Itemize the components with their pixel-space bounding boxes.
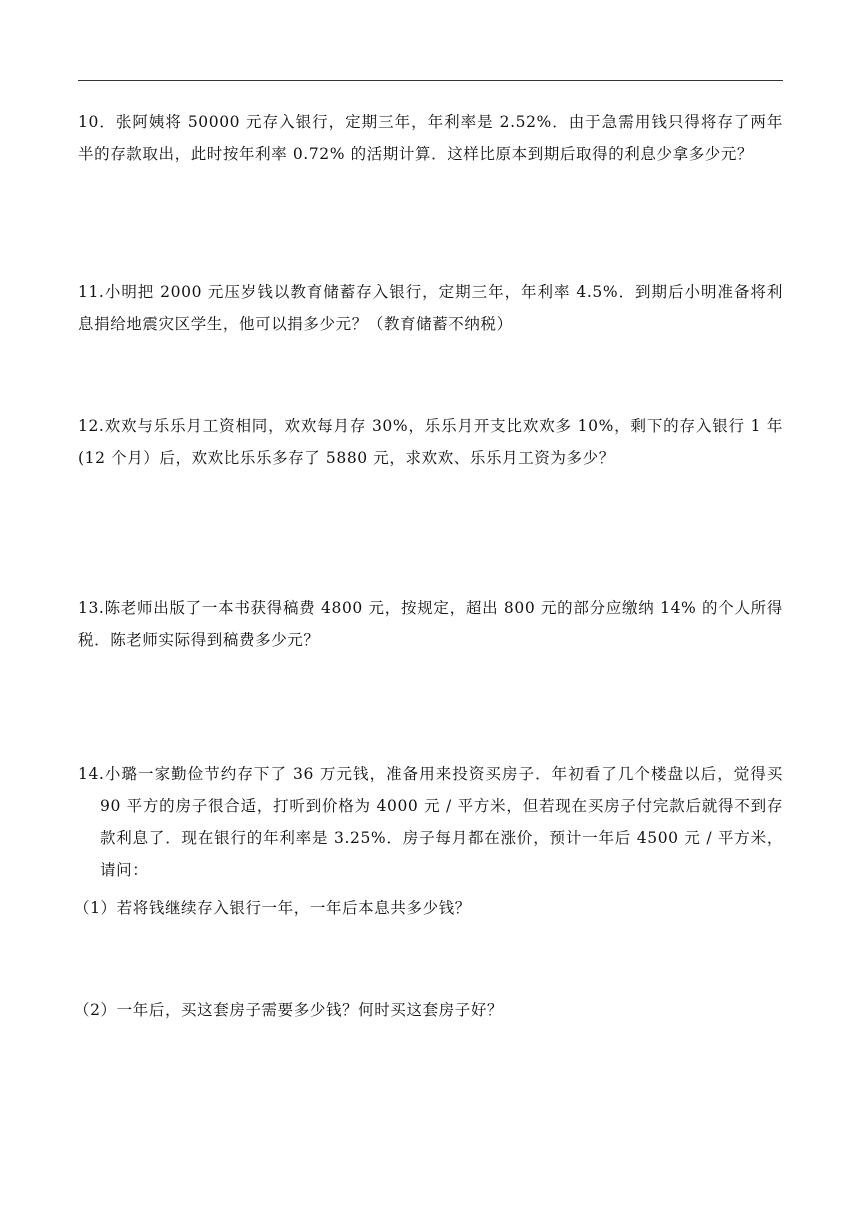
problem-10-number: 10． — [78, 113, 116, 131]
problem-14-text — [78, 758, 783, 886]
problem-14 — [78, 758, 783, 886]
problem-14-subquestion-2: （2）一年后，买这套房子需要多少钱？何时买这套房子好？ — [74, 1001, 504, 1019]
problem-13-number: 13. — [78, 599, 105, 617]
problem-12-text — [78, 410, 783, 474]
problem-12-body: 欢欢与乐乐月工资相同，欢欢每月存 30%，乐乐月开支比欢欢多 10%，剩下的存入银行 1 年(12 个月）后，欢欢比乐乐多存了 5880 元，求欢欢、乐乐月工资为多少？ — [78, 417, 783, 467]
header-divider — [78, 80, 783, 81]
problem-14-body: 小璐一家勤俭节约存下了 36 万元钱，准备用来投资买房子．年初看了几个楼盘以后，觉得买 90 平方的房子很合适，打听到价格为 4000 元 / 平方米，但若现在买房子付完款后就得不到存款利息了．现在银行的年利率是 3.25%．房子每月都在涨价，预计一年后 4500 元 / 平方米，请问： — [100, 765, 783, 879]
problem-14-number: 14. — [78, 765, 105, 783]
problem-13-text — [78, 592, 783, 656]
problem-14-subquestion-1: （1）若将钱继续存入银行一年，一年后本息共多少钱？ — [74, 899, 471, 917]
problem-11-body: 小明把 2000 元压岁钱以教育储蓄存入银行，定期三年，年利率 4.5%．到期后小明准备将利息捐给地震灾区学生，他可以捐多少元？（教育储蓄不纳税） — [78, 283, 783, 333]
problem-13 — [78, 592, 783, 656]
problem-13-body: 陈老师出版了一本书获得稿费 4800 元，按规定，超出 800 元的部分应缴纳 14% 的个人所得税．陈老师实际得到稿费多少元？ — [78, 599, 783, 649]
problem-10-body: 张阿姨将 50000 元存入银行，定期三年，年利率是 2.52%．由于急需用钱只得将存了两年半的存款取出，此时按年利率 0.72% 的活期计算．这样比原本到期后取得的利息少拿多少元？ — [78, 113, 783, 163]
problem-10 — [78, 106, 783, 170]
problem-11-number: 11. — [78, 283, 105, 301]
problem-10-text — [78, 106, 783, 170]
problem-11 — [78, 276, 783, 340]
problem-12-number: 12. — [78, 417, 105, 435]
problem-12 — [78, 410, 783, 474]
problem-11-text — [78, 276, 783, 340]
